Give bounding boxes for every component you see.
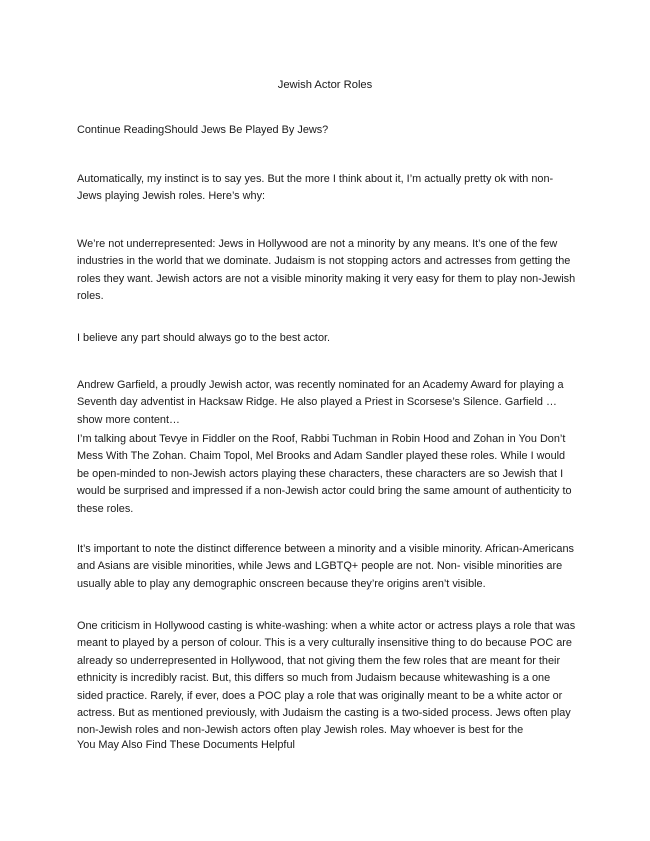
paragraph-garfield: Andrew Garfield, a proudly Jewish actor, was recently nominated for an Academy Award for playing a Seventh day adventist in Hacksaw Ridge. He also played a Priest in Scorsese’s Silence. Garfield …show more content… bbox=[77, 379, 564, 426]
document-title: Jewish Actor Roles bbox=[277, 79, 373, 91]
paragraph-white-washing: One criticism in Hollywood casting is white-washing: when a white actor or actress plays a role that was meant to played by a person of colour. This is a very culturally insensitive thing to do because POC are already so underrepresented in Hollywood, that not giving them the few roles that are meant for their ethnicity is incredibly racist. But, this differs so much from Judaism because whitewashing is a one sided practice. Rarely, if ever, does a POC play a role that was originally meant to be a white actor or actress. But as mentioned previously, with Judaism the casting is a two-sided process. Jews often play non-Jewish roles and non-Jewish actors often play Jewish roles. May whoever is best for the bbox=[77, 620, 576, 737]
continue-reading-line: Continue ReadingShould Jews Be Played By Jews? bbox=[77, 124, 329, 136]
paragraph-intro: Automatically, my instinct is to say yes. But the more I think about it, I’m actually pretty ok with non-Jews playing Jewish roles. Here’s why: bbox=[77, 173, 554, 203]
related-documents-heading: You May Also Find These Documents Helpful bbox=[77, 739, 295, 751]
paragraph-visible-minority: It’s important to note the distinct difference between a minority and a visible minority. African-Americans and Asians are visible minorities, while Jews and LGBTQ+ people are not. Non- visible minorities are usually able to play any demographic onscreen because they’re origins aren’t visible. bbox=[77, 543, 574, 590]
paragraph-underrepresented: We’re not underrepresented: Jews in Hollywood are not a minority by any means. It’s one of the few industries in the world that we dominate. Judaism is not stopping actors and actresses from getting the roles they want. Jewish actors are not a visible minority making it very easy for them to play non-Jewish roles. bbox=[77, 238, 576, 303]
paragraph-best-actor: I believe any part should always go to the best actor. bbox=[77, 332, 331, 344]
paragraph-tevye: I’m talking about Tevye in Fiddler on the Roof, Rabbi Tuchman in Robin Hood and Zohan in You Don’t Mess With The Zohan. Chaim Topol, Mel Brooks and Adam Sandler played these roles. While I would be open-minded to non-Jewish actors playing these characters, these characters are so Jewish that I would be surprised and impressed if a non-Jewish actor could bring the same amount of authenticity to these roles. bbox=[77, 433, 572, 515]
